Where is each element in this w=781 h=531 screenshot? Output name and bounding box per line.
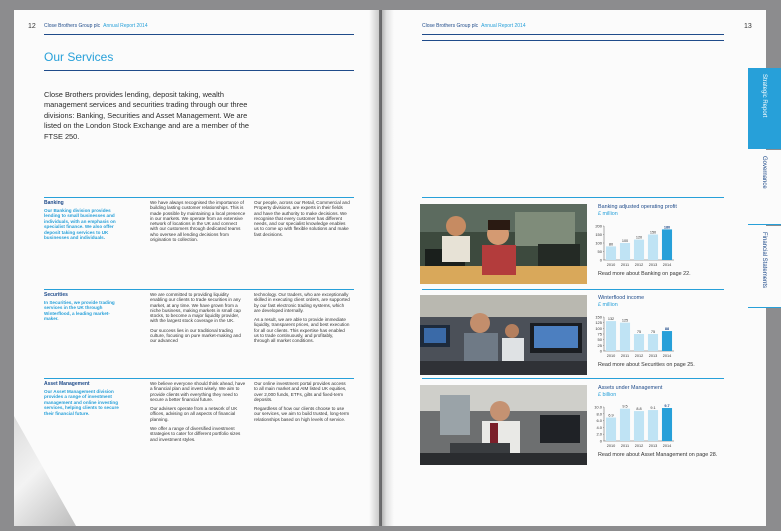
y-tick-label: 10.0 xyxy=(594,404,602,410)
y-tick-label: 150 xyxy=(595,314,602,320)
chart-canvas xyxy=(588,403,678,449)
x-tick-label: 2014 xyxy=(662,444,672,448)
header-rule xyxy=(422,34,724,35)
section-col-2 xyxy=(254,200,350,237)
y-tick-label: 25 xyxy=(597,342,602,348)
report-spread xyxy=(14,10,766,526)
running-header xyxy=(44,23,148,29)
header-company: Close Brothers Group plc xyxy=(422,23,479,29)
paragraph: Regardless of how our clients choose to use our services, we aim to build trusted, long-term relationships based on high levels of service. xyxy=(254,406,350,422)
row-rule xyxy=(422,197,724,198)
bar-value-label: 8.8 xyxy=(636,407,642,412)
section-col-1 xyxy=(150,292,246,344)
paragraph: technology. Our traders, who are exceptionally skilled in executing client orders, are supported by our fast electronic trading systems, which are developed internally. xyxy=(254,292,350,313)
x-tick-label: 2013 xyxy=(648,354,658,358)
chart-unit-banking: £ million xyxy=(598,211,618,217)
tab-label: Strategic Report xyxy=(761,74,767,118)
bar-value-label: 9.5 xyxy=(622,404,628,409)
page-number: 12 xyxy=(28,23,36,30)
y-tick-label: 50 xyxy=(597,249,602,254)
x-tick-label: 2011 xyxy=(620,263,630,267)
paragraph: Our advisers operate from a network of UK offices, advising on all aspects of financial planning. xyxy=(150,406,238,422)
section-title-securities: Securities xyxy=(44,292,68,298)
x-tick-label: 2012 xyxy=(634,263,644,267)
y-tick-label: 150 xyxy=(595,232,602,237)
read-more-banking-link[interactable]: Read more about Banking on page 22. xyxy=(598,271,691,277)
x-tick-label: 2014 xyxy=(662,354,672,358)
y-tick-label: 200 xyxy=(595,223,602,229)
read-more-asset-management-link[interactable]: Read more about Asset Management on page 28. xyxy=(598,452,718,458)
paragraph: Our success lies in our traditional trading culture, focusing on pure market-making and our advanced xyxy=(150,327,241,344)
paragraph: We are committed to providing liquidity enabling our clients to trade securities in any market, at any time. We have grown from a niche business, making markets in small cap stocks, to become a major liquidity provider, with the largest stock coverage in the UK. xyxy=(150,292,241,324)
paragraph: We believe everyone should think ahead, have a financial plan and invest wisely. We aim to provide clients with everything they need to secure a better financial future. xyxy=(150,381,246,402)
chart-bar xyxy=(662,331,672,351)
bar-value-label: 125 xyxy=(621,318,629,323)
y-tick-label: 0 xyxy=(599,257,602,263)
chart-bar xyxy=(634,411,644,441)
y-tick-label: 50 xyxy=(597,337,602,343)
chart-canvas xyxy=(588,222,678,268)
chart-bar xyxy=(606,418,616,441)
chart-bar xyxy=(606,246,616,260)
section-desc-asset-management: Our Asset Management division provides a range of investment management and online investing services, helping clients to secure their financial future. xyxy=(44,389,119,416)
running-header xyxy=(422,23,526,29)
x-tick-label: 2010 xyxy=(606,444,616,448)
header-rule-secondary xyxy=(422,40,724,41)
y-tick-label: 0 xyxy=(599,348,602,354)
bar-value-label: 9.7 xyxy=(664,404,670,409)
aum-chart xyxy=(588,403,678,449)
office-staff-photo-icon xyxy=(420,385,587,465)
bar-value-label: 75 xyxy=(636,330,642,334)
header-report: Annual Report 2014 xyxy=(103,23,148,29)
bar-value-label: 88 xyxy=(664,327,670,332)
paragraph: Our people, across our Retail, Commercial and Property divisions, are experts in their fields and have the authority to make decisions. We recognise that every customer has different needs, and our specialist knowledge enables us to come up with flexible solutions and make fast decisions. xyxy=(254,200,350,237)
y-tick-label: 125 xyxy=(595,320,602,326)
x-tick-label: 2013 xyxy=(648,444,658,448)
row-rule xyxy=(422,378,724,379)
x-tick-label: 2010 xyxy=(606,354,616,358)
chart-bar xyxy=(606,321,616,351)
bar-value-label: 100 xyxy=(621,239,629,243)
y-tick-label: 6.0 xyxy=(596,418,602,424)
chart-unit-winterflood: £ million xyxy=(598,302,618,308)
y-tick-label: 100 xyxy=(595,240,602,246)
chart-title-winterflood: Winterflood income xyxy=(598,295,645,301)
section-rule xyxy=(44,197,354,198)
banking-staff-photo-icon xyxy=(420,204,587,284)
tab-strategic-report[interactable] xyxy=(748,68,781,149)
chart-bar xyxy=(620,243,630,260)
chart-bar xyxy=(648,410,658,441)
row-rule xyxy=(422,289,724,290)
x-tick-label: 2012 xyxy=(634,354,644,358)
x-tick-label: 2011 xyxy=(620,444,630,448)
page-title: Our Services xyxy=(44,50,114,64)
paragraph: We have always recognised the importance of building lasting customer relationships. This is made possible by maintaining a local presence in our markets. We operate from an extensive network of locations in the UK and connect with our customers through dedicated teams who oversee all lending decisions from origination to collection. xyxy=(150,200,246,243)
y-tick-label: 4.0 xyxy=(596,424,602,430)
chart-bar xyxy=(634,334,644,351)
section-rule xyxy=(44,378,354,379)
right-page xyxy=(382,10,766,526)
chart-bar xyxy=(648,235,658,261)
x-tick-label: 2013 xyxy=(648,263,658,267)
y-tick-label: 0 xyxy=(599,438,602,444)
x-tick-label: 2011 xyxy=(620,354,630,358)
section-desc-securities: In Securities, we provide trading services in the UK through Winterflood, a leading market-maker. xyxy=(44,300,115,322)
x-tick-label: 2010 xyxy=(606,263,616,267)
section-rule xyxy=(44,289,354,290)
y-tick-label: 2.0 xyxy=(596,431,602,437)
trading-floor-photo-icon xyxy=(420,295,587,375)
header-report: Annual Report 2014 xyxy=(481,23,526,29)
title-rule xyxy=(44,70,354,71)
header-rule xyxy=(44,34,354,35)
chart-bar xyxy=(648,334,658,351)
chart-title-banking: Banking adjusted operating profit xyxy=(598,204,677,210)
header-company: Close Brothers Group plc xyxy=(44,23,101,29)
bar-value-label: 9.1 xyxy=(650,406,656,411)
bar-value-label: 6.9 xyxy=(608,413,614,418)
read-more-securities-link[interactable]: Read more about Securities on page 25. xyxy=(598,362,695,368)
chart-bar xyxy=(620,323,630,351)
chart-bar xyxy=(662,408,672,441)
section-title-banking: Banking xyxy=(44,200,64,206)
banking-profit-chart xyxy=(588,222,678,268)
bar-value-label: 150 xyxy=(649,230,657,235)
bar-value-label: 75 xyxy=(650,330,656,334)
chart-bar xyxy=(634,240,644,260)
tab-governance[interactable] xyxy=(748,150,781,225)
chart-canvas xyxy=(588,313,678,359)
paragraph: Our online investment portal provides access to all main market and AIM listed UK equities, over 2,000 funds, ETFs, gilts and fixed-term deposits. xyxy=(254,381,347,402)
section-col-2 xyxy=(254,381,350,422)
y-tick-label: 75 xyxy=(597,331,602,337)
page-number: 13 xyxy=(744,23,752,30)
paragraph: As a result, we are able to provide immediate liquidity, transparent prices, and best execution for all our clients. This expertise has enabled us to trade continuously, and profitably, through all market conditions. xyxy=(254,317,350,344)
chart-bar xyxy=(620,409,630,441)
y-tick-label: 8.0 xyxy=(596,411,602,417)
book-gutter xyxy=(369,10,394,526)
x-tick-label: 2012 xyxy=(634,444,644,448)
section-col-1 xyxy=(150,200,246,242)
section-title-asset-management: Asset Management xyxy=(44,381,90,387)
bar-value-label: 120 xyxy=(635,235,643,240)
y-tick-label: 100 xyxy=(595,325,602,331)
paragraph: We offer a range of diversified investment strategies to cater for different portfolio sizes and investment styles. xyxy=(150,426,241,442)
section-col-1 xyxy=(150,381,246,442)
winterflood-income-chart xyxy=(588,313,678,359)
chart-unit-aum: £ billion xyxy=(598,392,617,398)
x-tick-label: 2014 xyxy=(662,263,672,267)
section-desc-banking: Our Banking division provides lending to small businesses and individuals, with an emphasis on specialist finance. We also offer deposit taking services to UK businesses and individuals. xyxy=(44,208,116,241)
left-page xyxy=(14,10,379,526)
section-col-2 xyxy=(254,292,350,344)
chart-bar xyxy=(662,229,672,260)
chart-title-aum: Assets under Management xyxy=(598,385,663,391)
page-curl xyxy=(14,416,76,526)
tab-financial-statements[interactable] xyxy=(748,226,781,308)
bar-value-label: 180 xyxy=(663,225,671,230)
bar-value-label: 132 xyxy=(607,317,615,322)
bar-value-label: 80 xyxy=(608,242,614,247)
intro-paragraph: Close Brothers provides lending, deposit taking, wealth management services and securities trading through our three divisions: Banking, Securities and Asset Management. We are listed on the London Stock Exchange and are a member of the FTSE 250. xyxy=(44,90,250,141)
tab-label: Financial Statements xyxy=(761,232,767,289)
tab-label: Governance xyxy=(761,156,767,189)
